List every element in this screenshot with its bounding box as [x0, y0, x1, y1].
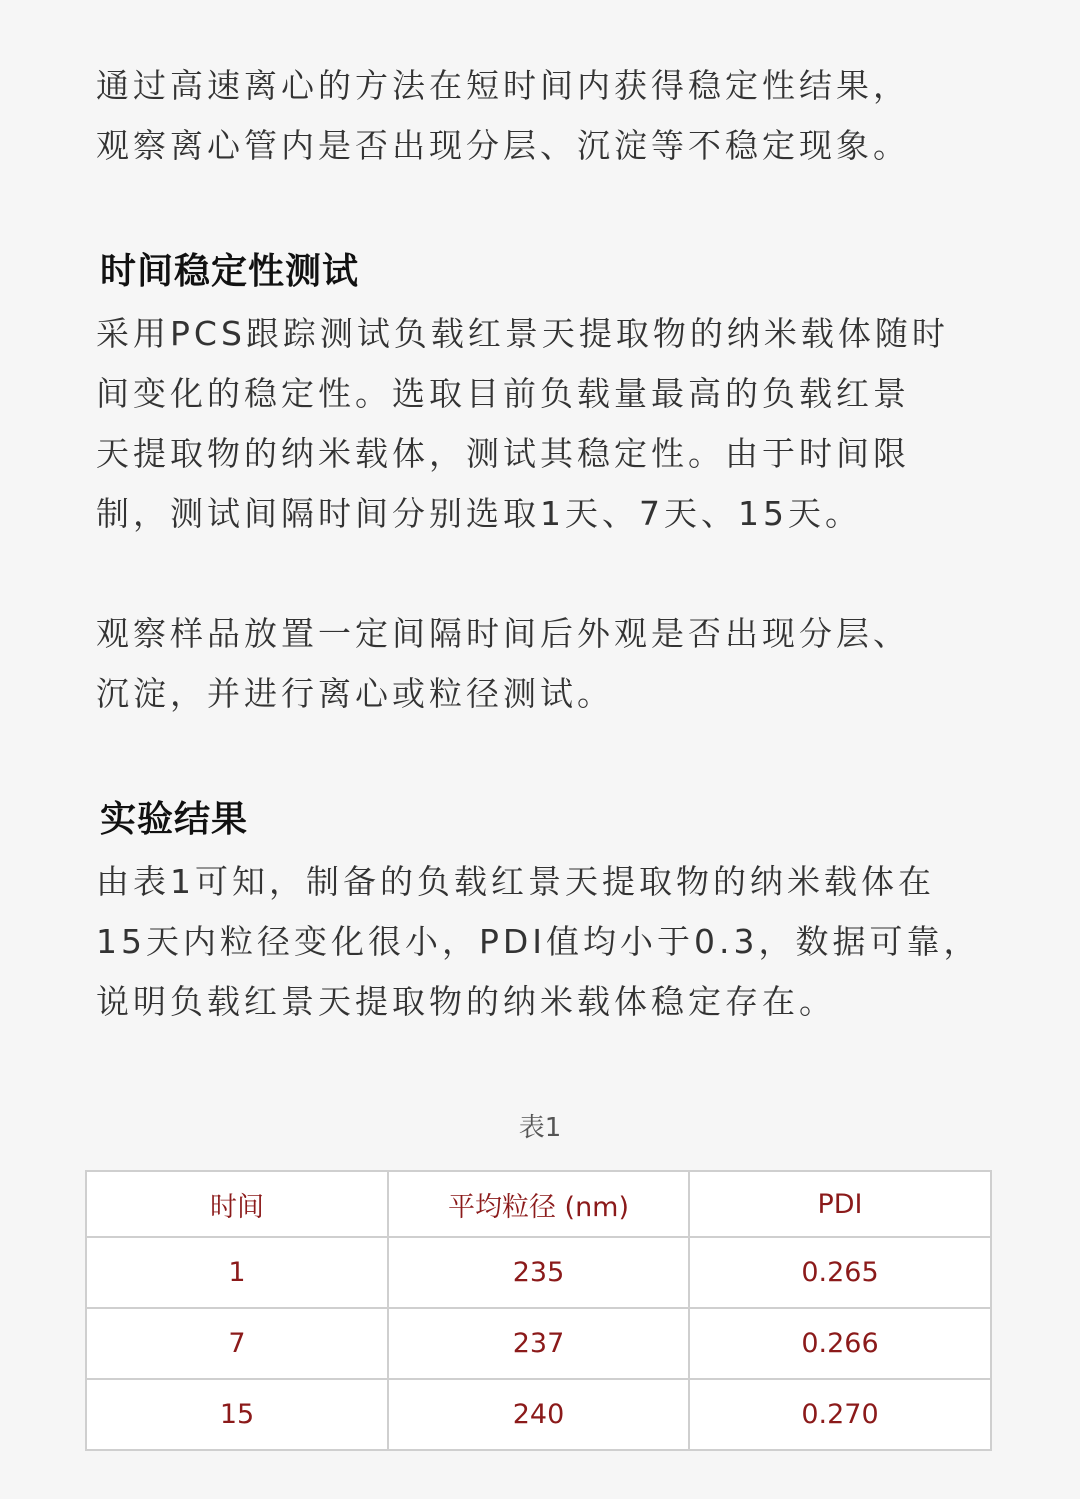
- cell-size: 237: [388, 1308, 689, 1379]
- text-line: 天提取物的纳米载体，测试其稳定性。由于时间限: [96, 434, 910, 473]
- text-line: 通过高速离心的方法在短时间内获得稳定性结果，: [96, 66, 910, 105]
- text-line: 制，测试间隔时间分别选取1天、7天、15天。: [96, 494, 862, 533]
- table-row: [86, 1379, 991, 1450]
- table-header-row: [86, 1171, 991, 1237]
- table-row: [86, 1308, 991, 1379]
- text-line: 说明负载红景天提取物的纳米载体稳定存在。: [96, 982, 836, 1021]
- cell-pdi: 0.270: [689, 1379, 991, 1450]
- section-heading-results: 实验结果: [100, 799, 249, 840]
- header-pdi: PDI: [689, 1171, 991, 1237]
- article-body: [96, 56, 996, 1032]
- text-line: 沉淀，并进行离心或粒径测试。: [96, 674, 614, 713]
- section-heading-time-stability: 时间稳定性测试: [100, 251, 360, 292]
- time-stability-paragraph: [96, 304, 996, 544]
- text-line: 观察离心管内是否出现分层、沉淀等不稳定现象。: [96, 126, 910, 165]
- cell-time: 15: [86, 1379, 388, 1450]
- results-paragraph: [96, 852, 996, 1032]
- cell-pdi: 0.265: [689, 1237, 991, 1308]
- text-line: 由表1可知，制备的负载红景天提取物的纳米载体在: [96, 862, 935, 901]
- cell-pdi: 0.266: [689, 1308, 991, 1379]
- cell-size: 235: [388, 1237, 689, 1308]
- text-line: 15天内粒径变化很小，PDI值均小于0.3，数据可靠，: [96, 922, 981, 961]
- header-avg-size: 平均粒径 (nm): [388, 1171, 689, 1237]
- text-line: 观察样品放置一定间隔时间后外观是否出现分层、: [96, 614, 910, 653]
- text-line: 间变化的稳定性。选取目前负载量最高的负载红景: [96, 374, 910, 413]
- header-time: 时间: [86, 1171, 388, 1237]
- results-table: [85, 1170, 992, 1451]
- table-row: [86, 1237, 991, 1308]
- observation-paragraph: [96, 604, 996, 724]
- text-line: 采用PCS跟踪测试负载红景天提取物的纳米载体随时: [96, 314, 949, 353]
- table-caption: 表1: [518, 1113, 562, 1143]
- cell-time: 7: [86, 1308, 388, 1379]
- cell-size: 240: [388, 1379, 689, 1450]
- intro-paragraph: [96, 56, 996, 176]
- cell-time: 1: [86, 1237, 388, 1308]
